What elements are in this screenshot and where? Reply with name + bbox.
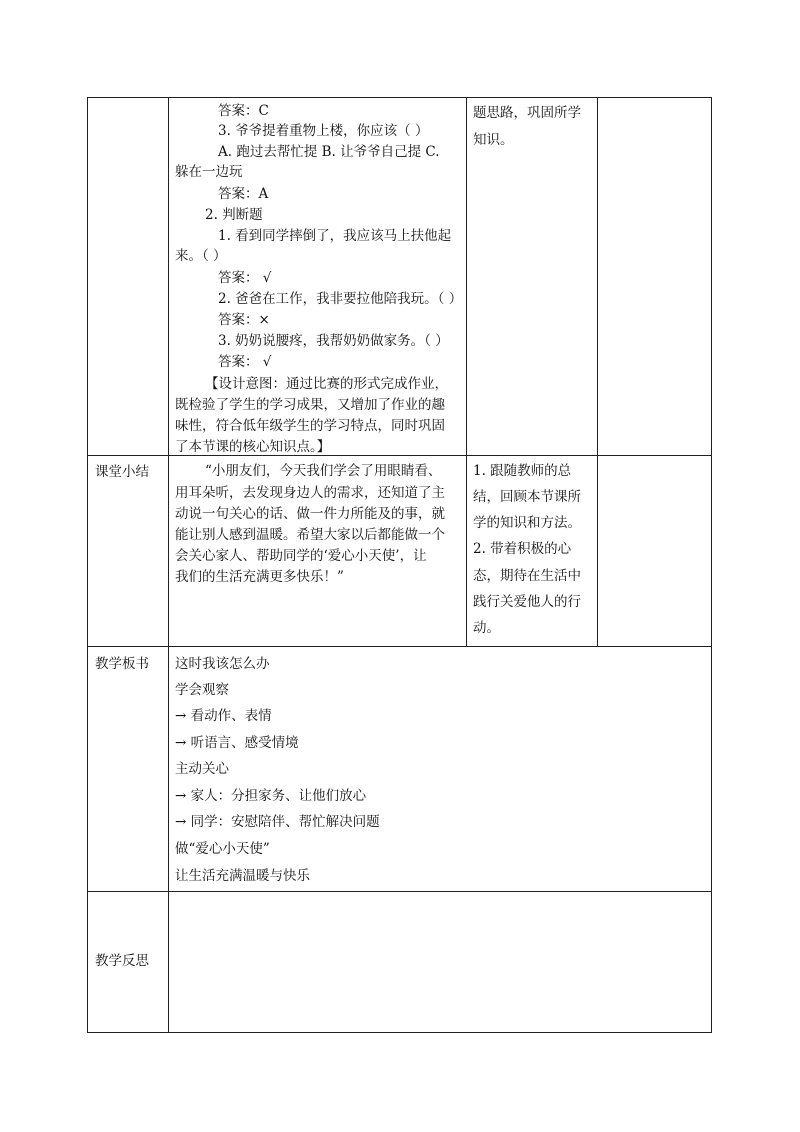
summary-student-line3: 学的知识和方法。 bbox=[473, 515, 581, 531]
row1-judgement-3-answer: 答案： √ bbox=[218, 354, 272, 370]
summary-content-line4: 能让别人感到温暖。希望大家以后都能做一个 bbox=[175, 527, 445, 543]
row1-student-line2: 知识。 bbox=[473, 132, 514, 148]
board-line-observe-2: → 听语言、感受情境 bbox=[175, 735, 299, 751]
row1-judgement-2: 2. 爸爸在工作，我非要拉他陪我玩。（ ） bbox=[218, 291, 463, 307]
board-line-observe: 学会观察 bbox=[175, 682, 229, 698]
row1-design-intent-line3: 味性，符合低年级学生的学习特点，同时巩固 bbox=[175, 418, 445, 434]
summary-student-line2: 结，回顾本节课所 bbox=[473, 489, 581, 505]
table-divider-col3 bbox=[597, 97, 598, 646]
summary-label: 课堂小结 bbox=[95, 464, 149, 480]
summary-content-line5: 会关心家人、帮助同学的‘爱心小天使’，让 bbox=[175, 548, 427, 564]
table-border-left bbox=[87, 97, 88, 1033]
reflection-label: 教学反思 bbox=[95, 953, 149, 969]
board-line-title: 这时我该怎么办 bbox=[175, 656, 270, 672]
summary-student-line4: 2. 带着积极的心 bbox=[473, 541, 572, 557]
board-label: 教学板书 bbox=[95, 656, 149, 672]
summary-student-line1: 1. 跟随教师的总 bbox=[473, 463, 572, 479]
row1-design-intent-line1: 【设计意图：通过比赛的形式完成作业， bbox=[205, 376, 448, 392]
row1-design-intent-line4: 了本节课的核心知识点。】 bbox=[175, 439, 331, 455]
table-border-right bbox=[711, 97, 712, 1033]
row1-answer-c: 答案：C bbox=[218, 103, 269, 119]
row1-options-line1: A. 跑过去帮忙提 B. 让爷爷自己提 C. bbox=[218, 144, 440, 160]
table-divider-row3 bbox=[87, 891, 712, 892]
summary-content-line3: 动说一句关心的话、做一件力所能及的事，就 bbox=[175, 506, 445, 522]
row1-judgement-2-answer: 答案：× bbox=[218, 312, 270, 328]
board-line-care-1: → 家人：分担家务、让他们放心 bbox=[175, 788, 367, 804]
row1-student-line1: 题思路，巩固所学 bbox=[473, 105, 581, 121]
board-line-warmth: 让生活充满温暖与快乐 bbox=[175, 868, 310, 884]
board-line-care-2: → 同学：安慰陪伴、帮忙解决问题 bbox=[175, 814, 380, 830]
row1-design-intent-line2: 既检验了学生的学习成果，又增加了作业的趣 bbox=[175, 397, 445, 413]
table-divider-row2 bbox=[87, 646, 712, 647]
row1-judgement-1-line1: 1. 看到同学摔倒了，我应该马上扶他起 bbox=[218, 228, 452, 244]
summary-student-line5: 态，期待在生活中 bbox=[473, 568, 581, 584]
row1-answer-a: 答案：A bbox=[218, 186, 269, 202]
table-border-bottom bbox=[87, 1032, 712, 1033]
summary-content-line6: 我们的生活充满更多快乐！” bbox=[175, 569, 344, 585]
summary-content-line1: “小朋友们，今天我们学会了用眼睛看、 bbox=[205, 463, 442, 479]
table-divider-col2 bbox=[466, 97, 467, 646]
board-line-angel: 做“爱心小天使” bbox=[175, 841, 270, 857]
summary-student-line6: 践行关爱他人的行 bbox=[473, 594, 581, 610]
summary-content-line2: 用耳朵听，去发现身边人的需求，还知道了主 bbox=[175, 485, 445, 501]
table-divider-col1 bbox=[168, 97, 169, 1033]
row1-question-3: 3. 爷爷提着重物上楼，你应该（ ） bbox=[218, 123, 429, 139]
summary-student-line7: 动。 bbox=[473, 620, 500, 636]
board-line-care: 主动关心 bbox=[175, 761, 229, 777]
board-line-observe-1: → 看动作、表情 bbox=[175, 708, 272, 724]
row1-judgement-3: 3. 奶奶说腰疼，我帮奶奶做家务。（ ） bbox=[218, 333, 449, 349]
row1-judgement-heading: 2. 判断题 bbox=[205, 207, 263, 223]
row1-judgement-1-answer: 答案： √ bbox=[218, 270, 272, 286]
row1-options-line2: 躲在一边玩 bbox=[175, 164, 243, 180]
table-border-top bbox=[87, 97, 712, 98]
row1-judgement-1-line2: 来。（ ） bbox=[175, 248, 227, 264]
